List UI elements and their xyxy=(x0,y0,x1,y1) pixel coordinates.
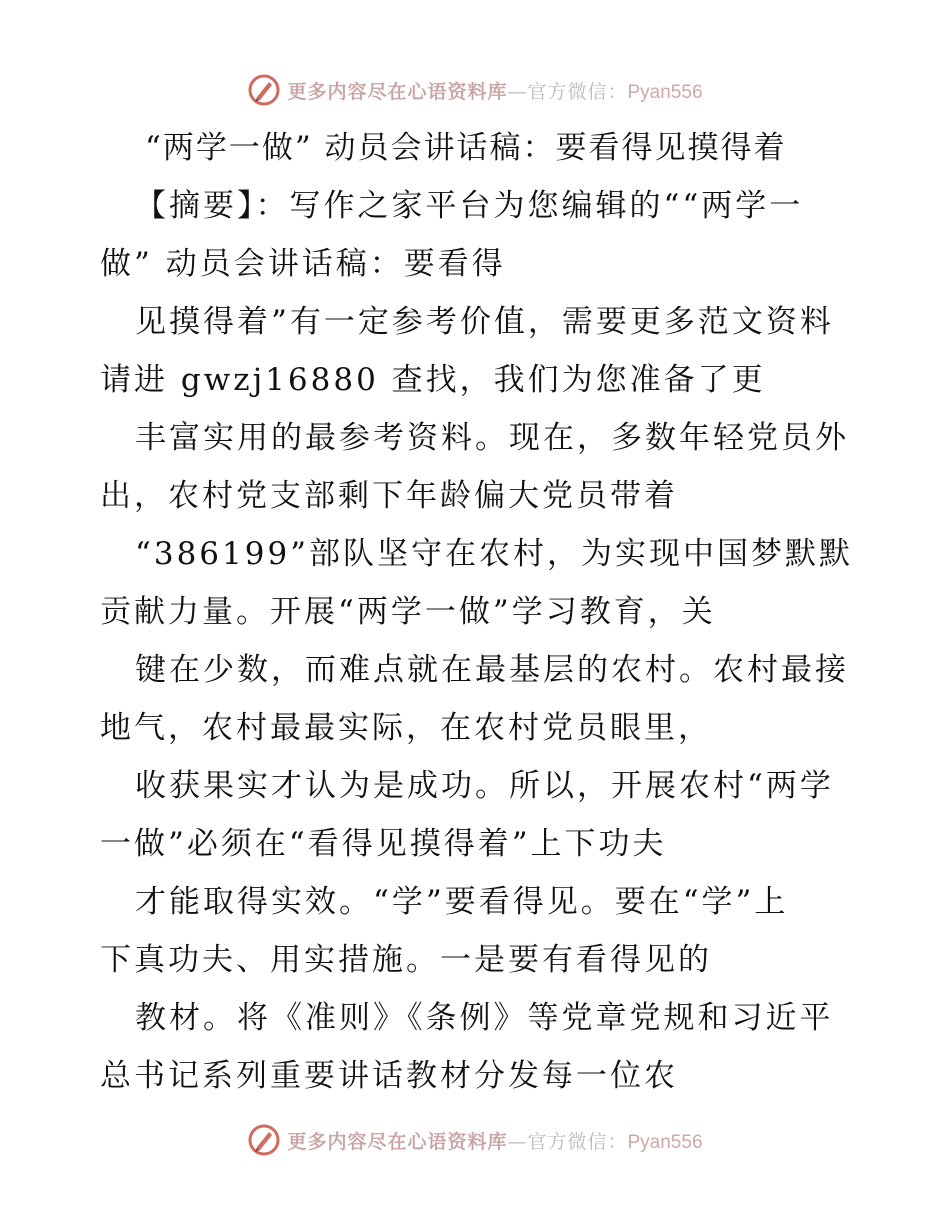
pen-logo-icon xyxy=(247,1123,281,1157)
text-line: 出，农村党支部剩下年龄偏大党员带着 xyxy=(100,478,678,514)
watermark-label xyxy=(287,77,702,104)
watermark-separator: —官方微信： xyxy=(507,1130,628,1153)
text-line: 收获果实才认为是成功。所以，开展农村“两学 xyxy=(135,768,834,804)
document-title: “两学一做” 动员会讲话稿：要看得见摸得着 xyxy=(145,130,787,166)
watermark-account: Pyan556 xyxy=(627,1131,703,1153)
watermark-text: 更多内容尽在心语资料库 xyxy=(287,80,508,103)
text-line: 请进 gwzj16880 查找，我们为您准备了更 xyxy=(100,362,766,398)
text-line: 总书记系列重要讲话教材分发每一位农 xyxy=(100,1058,678,1094)
text-line: 贡献力量。开展“两学一做”学习教育，关 xyxy=(100,594,716,630)
text-line: 才能取得实效。“学”要看得见。要在“学”上 xyxy=(135,884,789,920)
watermark-separator: —官方微信： xyxy=(507,80,628,103)
text-line: 丰富实用的最参考资料。现在，多数年轻党员外 xyxy=(135,420,849,456)
watermark-text: 更多内容尽在心语资料库 xyxy=(287,1130,508,1153)
text-line: 教材。将《准则》《条例》等党章党规和习近平 xyxy=(135,1000,834,1036)
text-line: 地气，农村最最实际，在农村党员眼里， xyxy=(100,710,712,746)
watermark-label xyxy=(287,1127,702,1154)
text-line: 【摘要】：写作之家平台为您编辑的““两学一 xyxy=(135,188,804,224)
text-line: “386199”部队坚守在农村，为实现中国梦默默 xyxy=(135,536,854,572)
text-line: 下真功夫、用实措施。一是要有看得见的 xyxy=(100,942,712,978)
text-line: 做” 动员会讲话稿：要看得 xyxy=(100,246,506,282)
text-line: 键在少数，而难点就在最基层的农村。农村最接 xyxy=(135,652,849,688)
text-line: 见摸得着”有一定参考价值，需要更多范文资料 xyxy=(135,304,834,340)
footer-watermark xyxy=(0,1120,950,1160)
pen-logo-icon xyxy=(247,73,281,107)
text-line: 一做”必须在“看得见摸得着”上下功夫 xyxy=(100,826,667,862)
header-watermark xyxy=(0,70,950,110)
watermark-account: Pyan556 xyxy=(627,81,703,103)
